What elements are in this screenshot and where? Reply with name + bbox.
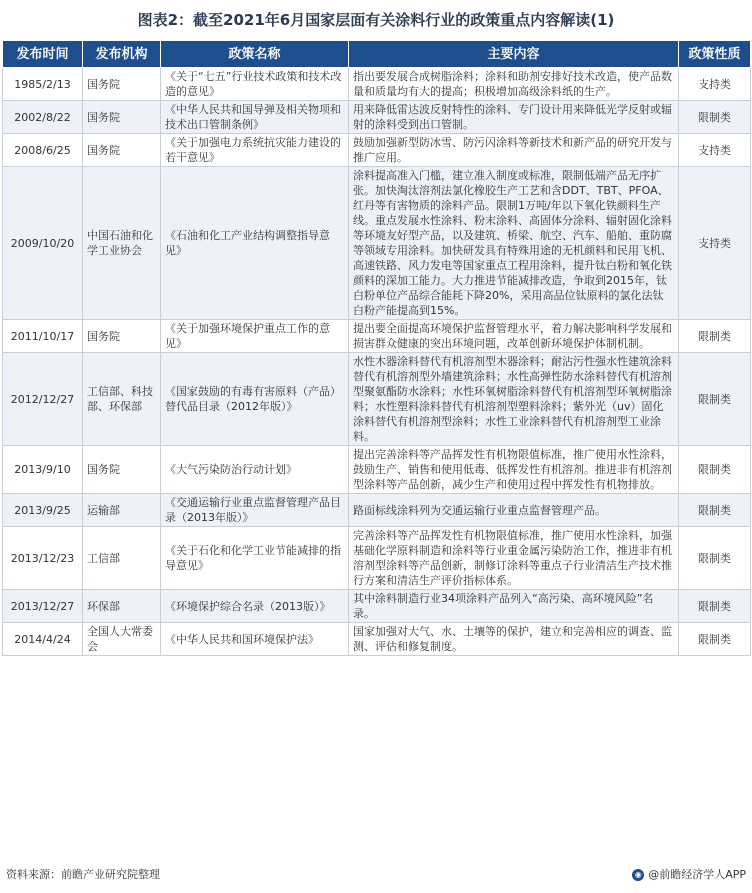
cell-policy-name: 《关于“七五”行业技术政策和技术改造的意见》 — [161, 68, 349, 101]
cell-org: 运输部 — [83, 494, 161, 527]
cell-date: 2009/10/20 — [3, 167, 83, 320]
cell-policy-type: 支持类 — [679, 68, 751, 101]
cell-policy-name: 《中华人民共和国导弹及相关物项和技术出口管制条例》 — [161, 101, 349, 134]
table-header-row — [3, 41, 751, 68]
cell-date: 2012/12/27 — [3, 353, 83, 446]
cell-date: 2013/12/23 — [3, 527, 83, 590]
table-row — [3, 134, 751, 167]
cell-policy-name: 《国家鼓励的有毒有害原料（产品）替代品目录（2012年版）》 — [161, 353, 349, 446]
cell-date: 1985/2/13 — [3, 68, 83, 101]
cell-org: 工信部 — [83, 527, 161, 590]
cell-policy-name: 《石油和化工产业结构调整指导意见》 — [161, 167, 349, 320]
cell-content: 鼓励加强新型防冰雪、防污闪涂料等新技术和新产品的研究开发与推广应用。 — [349, 134, 679, 167]
cell-policy-type: 限制类 — [679, 527, 751, 590]
cell-content: 用来降低雷达波反射特性的涂料、专门设计用来降低光学反射或辐射的涂料受到出口管制。 — [349, 101, 679, 134]
table-row — [3, 167, 751, 320]
cell-date: 2013/12/27 — [3, 590, 83, 623]
cell-content: 涂料提高准入门槛，建立准入制度或标准，限制低端产品无序扩张。加快淘汰溶剂法氯化橡胶生产工艺和含DDT、TBT、PFOA、红丹等有害物质的涂料产品。限制1万吨/年以下氧化铁颜料生产线。重点发展水性涂料、粉末涂料、高固体分涂料、辐射固化涂料等环境友好型产品，以及建筑、桥梁、航空、汽车、船舶、重防腐等领域专用涂料。加快研发具有特殊用途的无机颜料和民用飞机、高速铁路、风力发电等国家重点工程用涂料，提升钛白粉和氧化铁颜料的深加工能力。大力推进节能减排改造，争取到2015年，钛白粉单位产品综合能耗下降20%，采用高品位钛原料的氯化法钛白粉产能提高到15%。 — [349, 167, 679, 320]
cell-content: 提出要全面提高环境保护监督管理水平，着力解决影响科学发展和损害群众健康的突出环境问题，改革创新环境保护体制机制。 — [349, 320, 679, 353]
cell-policy-name: 《关于加强环境保护重点工作的意见》 — [161, 320, 349, 353]
table-row — [3, 446, 751, 494]
cell-policy-type: 限制类 — [679, 494, 751, 527]
cell-policy-name: 《关于石化和化学工业节能减排的指导意见》 — [161, 527, 349, 590]
cell-date: 2008/6/25 — [3, 134, 83, 167]
cell-content: 路面标线涂料列为交通运输行业重点监督管理产品。 — [349, 494, 679, 527]
cell-policy-name: 《关于加强电力系统抗灾能力建设的若干意见》 — [161, 134, 349, 167]
cell-org: 全国人大常委会 — [83, 623, 161, 656]
cell-date: 2002/8/22 — [3, 101, 83, 134]
table-row — [3, 353, 751, 446]
table-row — [3, 68, 751, 101]
header-content: 主要内容 — [349, 41, 679, 68]
cell-policy-type: 限制类 — [679, 353, 751, 446]
table-row — [3, 494, 751, 527]
cell-policy-type: 限制类 — [679, 101, 751, 134]
cell-date: 2013/9/10 — [3, 446, 83, 494]
table-row — [3, 590, 751, 623]
cell-policy-type: 支持类 — [679, 134, 751, 167]
cell-policy-name: 《中华人民共和国环境保护法》 — [161, 623, 349, 656]
table-row — [3, 320, 751, 353]
cell-org: 工信部、科技部、环保部 — [83, 353, 161, 446]
cell-content: 水性木器涂料替代有机溶剂型木器涂料；耐沾污性强水性建筑涂料替代有机溶剂型外墙建筑涂料；水性高弹性防水涂料替代有机溶剂型聚氨酯防水涂料；水性环氧树脂涂料替代有机溶剂型环氧树脂涂料；水性塑料涂料替代有机溶剂型塑料涂料；紫外光（uv）固化涂料替代有机溶剂型涂料；水性工业涂料替代有机溶剂型工业涂料。 — [349, 353, 679, 446]
cell-content: 提出完善涂料等产品挥发性有机物限值标准，推广使用水性涂料，鼓励生产、销售和使用低毒、低挥发性有机溶剂。推进非有机溶剂型涂料等产品创新，减少生产和使用过程中挥发性有机物排放。 — [349, 446, 679, 494]
cell-policy-name: 《环境保护综合名录（2013版）》 — [161, 590, 349, 623]
cell-date: 2014/4/24 — [3, 623, 83, 656]
table-row — [3, 101, 751, 134]
table-row — [3, 527, 751, 590]
cell-policy-name: 《大气污染防治行动计划》 — [161, 446, 349, 494]
cell-policy-name: 《交通运输行业重点监督管理产品目录（2013年版）》 — [161, 494, 349, 527]
cell-content: 完善涂料等产品挥发性有机物限值标准，推广使用水性涂料，加强基础化学原料制造和涂料等行业重金属污染防治工作，推进非有机溶剂型涂料等产品创新，制修订涂料等重点子行业清洁生产技术推行方案和清洁生产评价指标体系。 — [349, 527, 679, 590]
header-org: 发布机构 — [83, 41, 161, 68]
qianzhan-logo-icon: ◉ — [632, 869, 644, 881]
cell-org: 中国石油和化学工业协会 — [83, 167, 161, 320]
cell-policy-type: 限制类 — [679, 446, 751, 494]
policy-table — [2, 40, 751, 656]
source-note: 资料来源：前瞻产业研究院整理 — [6, 868, 160, 881]
header-policy-name: 政策名称 — [161, 41, 349, 68]
page-title: 图表2：截至2021年6月国家层面有关涂料行业的政策重点内容解读(1) — [137, 11, 615, 29]
cell-content: 其中涂料制造行业34项涂料产品列入“高污染、高环境风险”名录。 — [349, 590, 679, 623]
header-policy-type: 政策性质 — [679, 41, 751, 68]
brand — [632, 865, 746, 885]
cell-org: 国务院 — [83, 320, 161, 353]
cell-content: 国家加强对大气、水、土壤等的保护，建立和完善相应的调查、监测、评估和修复制度。 — [349, 623, 679, 656]
footer — [6, 865, 746, 885]
header-date: 发布时间 — [3, 41, 83, 68]
cell-policy-type: 限制类 — [679, 320, 751, 353]
brand-label: @前瞻经济学人APP — [648, 868, 746, 881]
table-row — [3, 623, 751, 656]
cell-org: 环保部 — [83, 590, 161, 623]
cell-org: 国务院 — [83, 134, 161, 167]
cell-policy-type: 限制类 — [679, 590, 751, 623]
cell-policy-type: 支持类 — [679, 167, 751, 320]
cell-org: 国务院 — [83, 101, 161, 134]
cell-date: 2013/9/25 — [3, 494, 83, 527]
cell-org: 国务院 — [83, 446, 161, 494]
cell-org: 国务院 — [83, 68, 161, 101]
cell-policy-type: 限制类 — [679, 623, 751, 656]
cell-date: 2011/10/17 — [3, 320, 83, 353]
cell-content: 指出要发展合成树脂涂料；涂料和助剂安排好技术改造，使产品数量和质量均有大的提高；积极增加高级涂料纸的生产。 — [349, 68, 679, 101]
